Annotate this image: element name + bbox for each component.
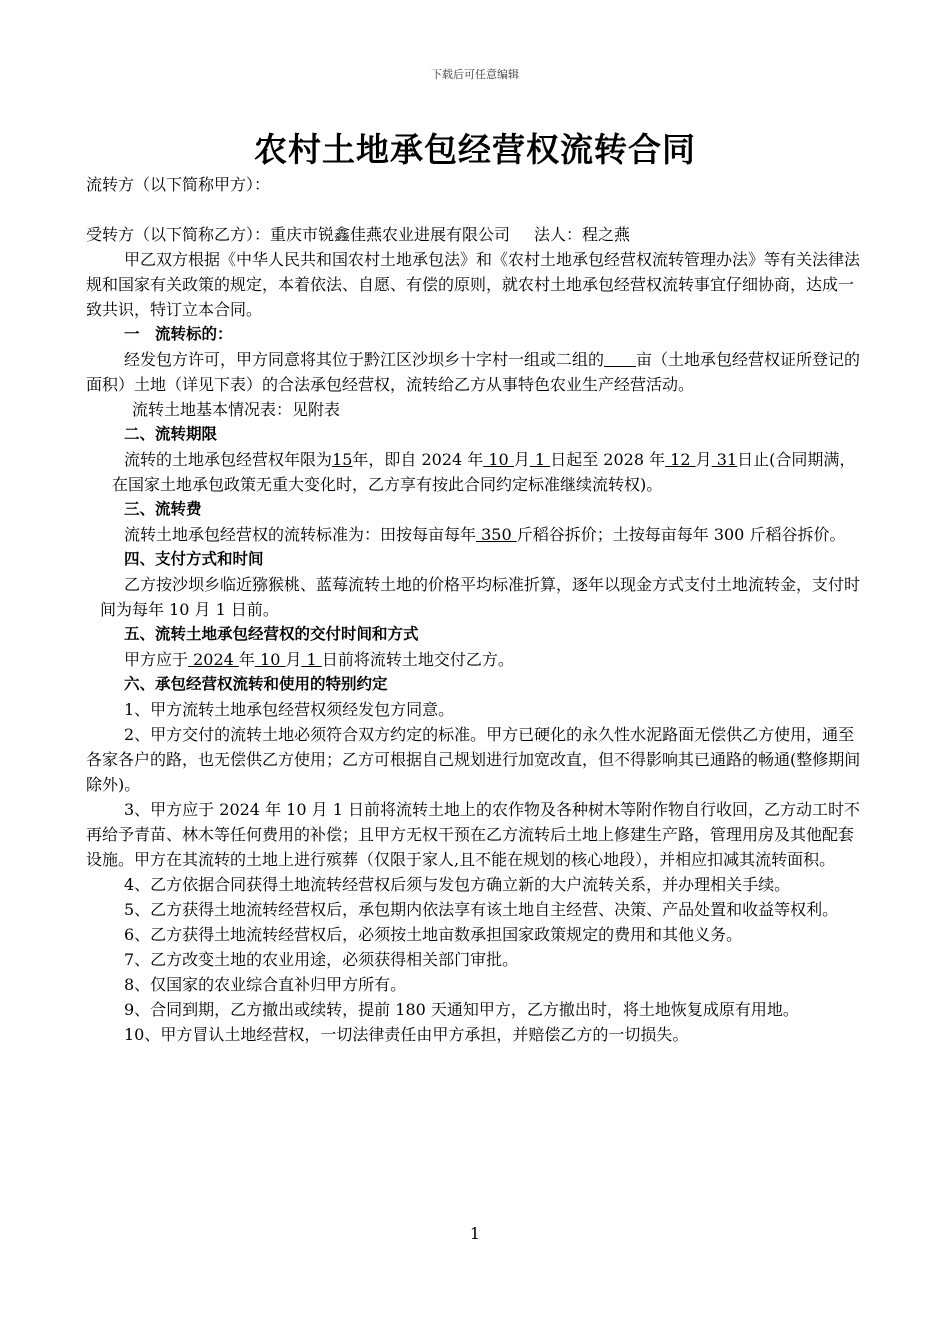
clause-item: 2、甲方交付的流转土地必须符合双方约定的标准。甲方已硬化的永久性水泥路面无偿供乙方使用，通至各家各户的路，也无偿供乙方使用；乙方可根据自己规划进行加宽改直，但不得影响其已通路的畅通(整修期间除外)。 [86, 725, 861, 794]
document-title: 农村土地承包经营权流转合同 [254, 130, 696, 169]
clause-item: 9、合同到期，乙方撤出或续转，提前 180 天通知甲方，乙方撤出时，将土地恢复成原有用地。 [124, 1000, 799, 1019]
table-note: 流转土地基本情况表：见附表 [132, 400, 341, 419]
party-b-line [86, 222, 866, 247]
section-3-paragraph: 流转土地承包经营权的流转标准为：田按每亩每年 350 斤稻谷拆价；土按每亩每年 300 斤稻谷拆价。 [124, 525, 846, 544]
blank-line [86, 197, 866, 222]
section-4-heading: 四、支付方式和时间 [124, 550, 264, 568]
party-a-line: 流转方（以下简称甲方）： [86, 175, 271, 194]
section-3-heading: 三、流转费 [124, 500, 202, 518]
section-6-heading: 六、承包经营权流转和使用的特别约定 [124, 675, 388, 693]
section-1-heading: 一 流转标的： [124, 325, 233, 343]
clause-item: 3、甲方应于 2024 年 10 月 1 日前将流转土地上的农作物及各种树木等附作物自行收回，乙方动工时不再给予青苗、林木等任何费用的补偿；且甲方无权干预在乙方流转后土地上修建生产路，管理用房及其他配套设施。甲方在其流转的土地上进行殡葬（仅限于家人,且不能在规划的核心地段），并相应扣减其流转面积。 [86, 800, 860, 869]
clause-item: 7、乙方改变土地的农业用途，必须获得相关部门审批。 [124, 950, 519, 969]
section-2-heading: 二、流转期限 [124, 425, 218, 443]
section-4-paragraph: 乙方按沙坝乡临近猕猴桃、蓝莓流转土地的价格平均标准折算，逐年以现金方式支付土地流转金，支付时间为每年 10 月 1 日前。 [100, 575, 861, 619]
page-number: 1 [469, 1224, 481, 1243]
section-2-paragraph: 流转的土地承包经营权年限为15年，即自 2024 年 10 月 1 日起至 2028 年 12 月 31日止(合同期满，在国家土地承包政策无重大变化时，乙方享有按此合同约定标准继续流转权)。 [112, 450, 856, 494]
clause-item: 6、乙方获得土地流转经营权后，必须按土地亩数承担国家政策规定的费用和其他义务。 [124, 925, 743, 944]
clause-item: 1、甲方流转土地承包经营权须经发包方同意。 [124, 700, 455, 719]
page-header: 下载后可任意编辑 [431, 68, 519, 81]
area-blank [604, 350, 636, 369]
section-5-paragraph: 甲方应于 2024 年 10 月 1 日前将流转土地交付乙方。 [124, 650, 514, 669]
clause-item: 10、甲方冒认土地经营权，一切法律责任由甲方承担，并赔偿乙方的一切损失。 [124, 1025, 689, 1044]
legal-person: 法人：程之燕 [534, 225, 631, 244]
clause-item: 8、仅国家的农业综合直补归甲方所有。 [124, 975, 407, 994]
document-body [86, 172, 866, 1047]
intro-paragraph: 甲乙双方根据《中华人民共和国农村土地承包法》和《农村土地承包经营权流转管理办法》等有关法律法规和国家有关政策的规定，本着依法、自愿、有偿的原则，就农村土地承包经营权流转事宜仔细协商，达成一致共识，特订立本合同。 [86, 250, 861, 319]
clause-item: 4、乙方依据合同获得土地流转经营权后须与发包方确立新的大户流转关系，并办理相关手续。 [124, 875, 791, 894]
clause-item: 5、乙方获得土地流转经营权后，承包期内依法享有该土地自主经营、决策、产品处置和收益等权利。 [124, 900, 839, 919]
section-5-heading: 五、流转土地承包经营权的交付时间和方式 [124, 625, 419, 643]
section-1-paragraph: 经发包方许可，甲方同意将其位于黔江区沙坝乡十字村一组或二组的 亩（土地承包经营权证所登记的面积）土地（详见下表）的合法承包经营权，流转给乙方从事特色农业生产经营活动。 [86, 350, 861, 394]
party-b-text: 受转方（以下简称乙方）：重庆市锐鑫佳燕农业进展有限公司 [86, 225, 511, 244]
